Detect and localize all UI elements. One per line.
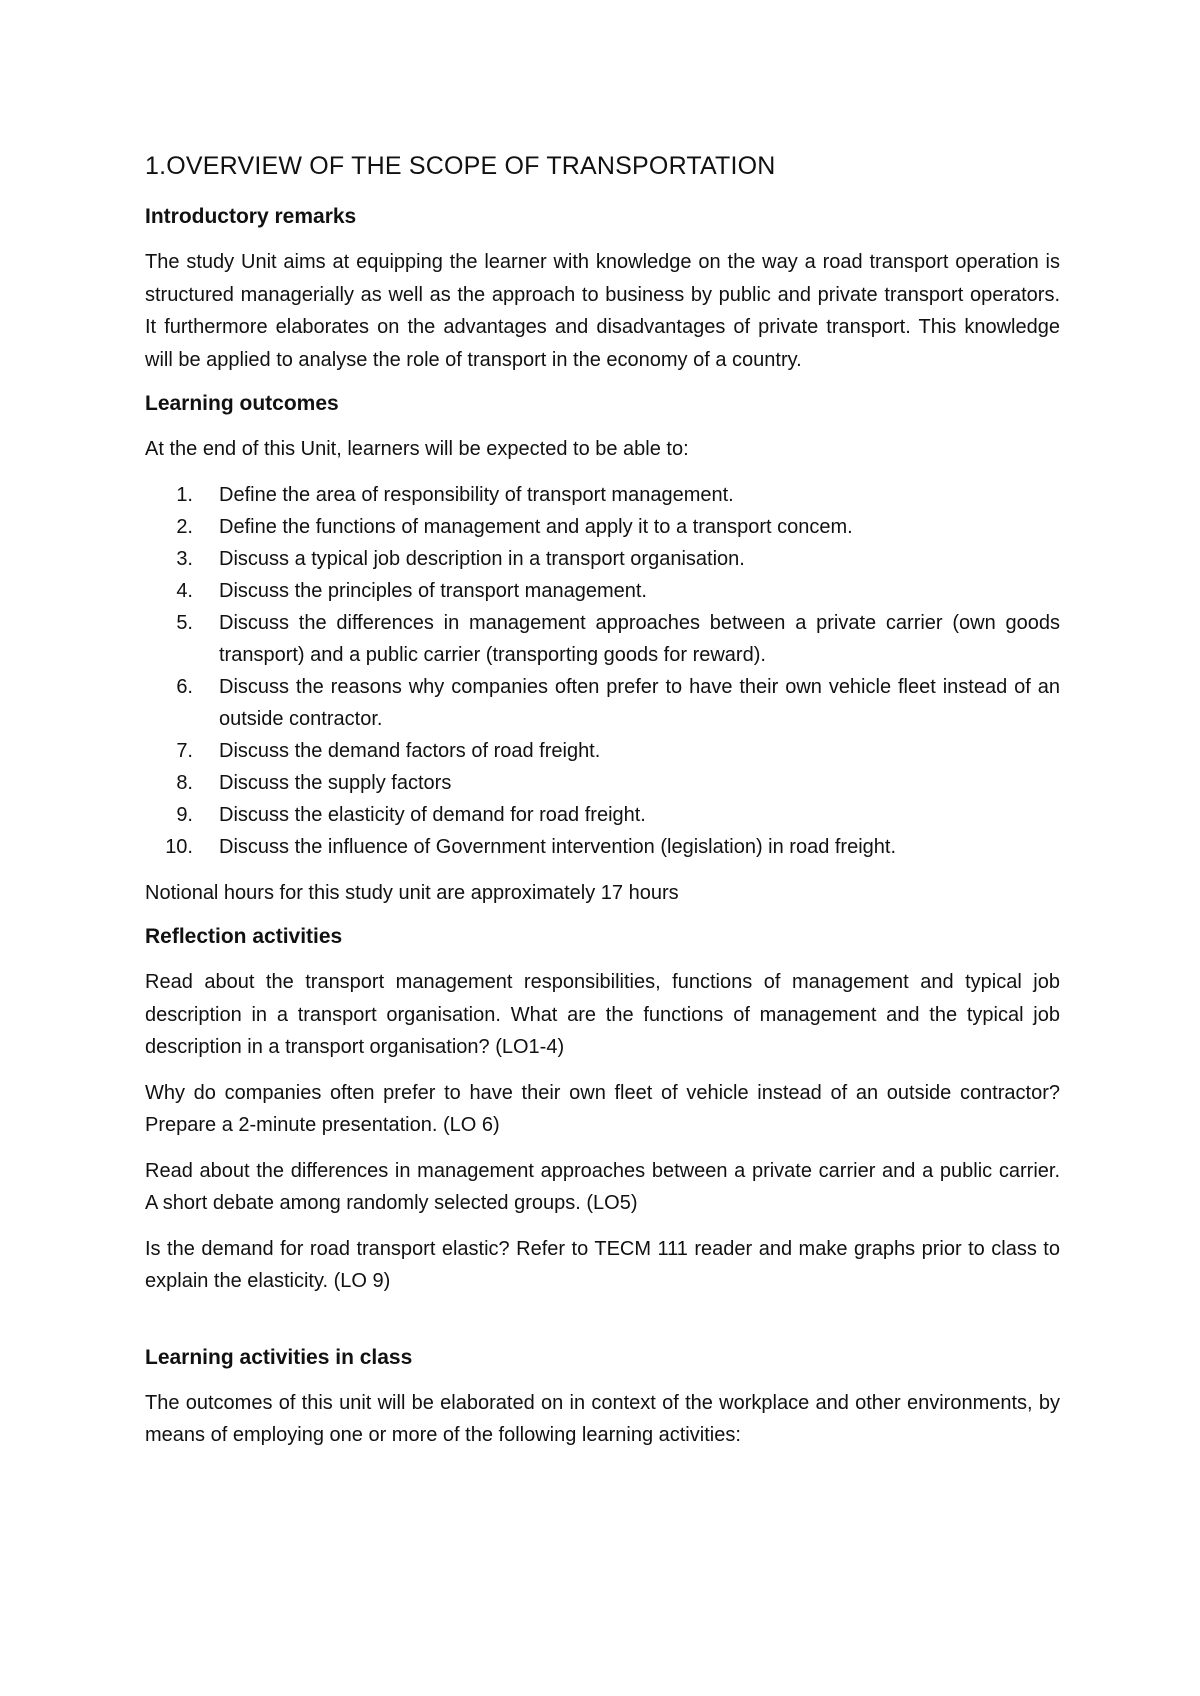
list-item — [145, 479, 1060, 511]
class-activities-paragraph: The outcomes of this unit will be elaborated on in context of the workplace and other environments, by means of employing one or more of the following learning activities: — [145, 1391, 1060, 1446]
list-item — [145, 799, 1060, 831]
reflection-paragraph: Read about the differences in management approaches between a private carrier and a public carrier. A short debate among randomly selected groups. (LO5) — [145, 1159, 1060, 1214]
list-text: Discuss the principles of transport management. — [219, 579, 647, 602]
spacer — [145, 1311, 1060, 1343]
list-number: 2. — [176, 515, 193, 538]
document-page — [145, 150, 1060, 1465]
notional-hours: Notional hours for this study unit are approximately 17 hours — [145, 881, 679, 904]
list-number: 6. — [176, 675, 193, 698]
outcomes-list — [145, 479, 1060, 863]
list-item — [145, 767, 1060, 799]
list-text: Discuss the demand factors of road freight. — [219, 739, 601, 762]
outcomes-heading: Learning outcomes — [145, 392, 339, 415]
list-text: Discuss the influence of Government intervention (legislation) in road freight. — [219, 835, 897, 858]
list-number: 8. — [176, 771, 193, 794]
reflection-paragraph: Is the demand for road transport elastic? Refer to TECM 111 reader and make graphs prior to class to explain the elasticity. (LO 9) — [145, 1237, 1060, 1292]
list-number: 7. — [176, 739, 193, 762]
list-number: 3. — [176, 547, 193, 570]
list-text: Discuss the elasticity of demand for road freight. — [219, 803, 646, 826]
list-number: 1. — [176, 483, 193, 506]
class-activities-heading: Learning activities in class — [145, 1345, 413, 1369]
list-item — [145, 511, 1060, 543]
reflection-heading: Reflection activities — [145, 925, 343, 948]
list-text: Discuss the supply factors — [219, 771, 452, 794]
list-text: Define the functions of management and apply it to a transport concem. — [219, 515, 853, 538]
outcomes-lead: At the end of this Unit, learners will be expected to be able to: — [145, 438, 689, 460]
list-item — [145, 607, 1060, 671]
page-title: 1.OVERVIEW OF THE SCOPE OF TRANSPORTATION — [145, 152, 776, 180]
reflection-paragraph: Why do companies often prefer to have their own fleet of vehicle instead of an outside contractor? Prepare a 2-minute presentation. (LO 6) — [145, 1081, 1060, 1136]
list-item — [145, 543, 1060, 575]
list-text: Discuss the differences in management approaches between a private carrier (own goods transport) and a public carrier (transporting goods for reward). — [219, 611, 1060, 666]
list-text: Discuss a typical job description in a transport organisation. — [219, 547, 745, 570]
list-item — [145, 735, 1060, 767]
intro-paragraph: The study Unit aims at equipping the learner with knowledge on the way a road transport operation is structured managerially as well as the approach to business by public and private transport operators. It furthermore elaborates on the advantages and disadvantages of private transport. This knowledge will be applied to analyse the role of transport in the economy of a country. — [145, 251, 1060, 371]
list-number: 9. — [176, 803, 193, 826]
list-item — [145, 831, 1060, 863]
list-number: 4. — [176, 579, 193, 602]
list-text: Define the area of responsibility of transport management. — [219, 483, 734, 506]
list-number: 5. — [176, 611, 193, 634]
list-number: 10. — [165, 835, 193, 858]
reflection-paragraph: Read about the transport management responsibilities, functions of management and typical job description in a transport organisation. What are the functions of management and the typical job description in a transport organisation? (LO1-4) — [145, 971, 1060, 1058]
list-item — [145, 671, 1060, 735]
list-item — [145, 575, 1060, 607]
intro-heading: Introductory remarks — [145, 205, 357, 228]
list-text: Discuss the reasons why companies often prefer to have their own vehicle fleet instead of an outside contractor. — [219, 675, 1060, 730]
